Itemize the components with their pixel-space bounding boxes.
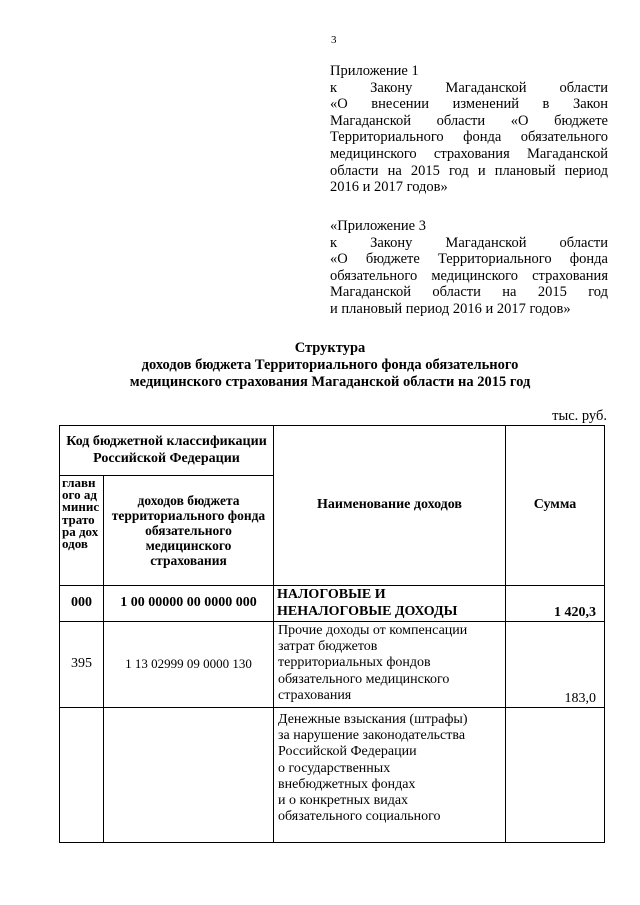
income-code-cell — [104, 708, 274, 843]
admin-code-cell — [60, 708, 104, 843]
appendix-3-block — [330, 218, 608, 318]
admin-code-cell: 000 — [60, 586, 104, 622]
appendix-1-line: к Закону Магаданской области — [330, 79, 608, 96]
appendix-3-line: Магаданской области на 2015 год — [330, 284, 608, 301]
income-name-line: Денежные взыскания (штрафы) — [278, 712, 468, 727]
income-name-line: Российской Федерации — [278, 744, 417, 760]
income-name-line: страхования — [278, 687, 352, 703]
income-name-line: Прочие доходы от компенсации — [278, 623, 468, 638]
header-income-name: Наименование доходов — [274, 426, 506, 586]
appendix-1-line: медицинского страхования Магаданской — [330, 145, 608, 162]
title-line: доходов бюджета Территориального фонда обязательного — [141, 357, 519, 373]
sum-cell: 183,0 — [506, 622, 605, 708]
income-name-line: обязательного социального — [278, 809, 441, 825]
income-name-line: территориальных фондов — [278, 655, 431, 671]
table-row — [60, 586, 605, 622]
appendix-3-line: обязательного медицинского страхования — [330, 267, 608, 284]
income-name-line: внебюджетных фондах — [278, 776, 416, 792]
income-name-line: обязательного медицинского — [278, 671, 450, 687]
appendix-3-line: к Закону Магаданской области — [330, 234, 608, 251]
document-title — [60, 340, 600, 391]
income-name-line: затрат бюджетов — [278, 639, 378, 655]
appendix-1-line: 2016 и 2017 годов» — [330, 179, 448, 196]
income-code-cell: 1 00 00000 00 0000 000 — [104, 586, 274, 622]
appendix-1-heading: Приложение 1 — [330, 63, 419, 79]
table-row — [60, 708, 605, 843]
appendix-3-line: «О бюджете Территориального фонда — [330, 251, 608, 268]
income-code-cell: 1 13 02999 09 0000 130 — [104, 622, 274, 708]
title-line: медицинского страхования Магаданской области на 2015 год — [129, 374, 531, 390]
appendix-1-line: Территориального фонда обязательного — [330, 129, 608, 146]
income-table — [59, 425, 605, 843]
header-code-group: Код бюджетной классификации Российской Федерации — [60, 426, 274, 476]
income-name-line: о государственных — [278, 760, 391, 776]
income-name-cell: НАЛОГОВЫЕ И НЕНАЛОГОВЫЕ ДОХОДЫ — [274, 586, 506, 622]
income-name-line: за нарушение законодательства — [278, 728, 466, 744]
sum-cell — [506, 708, 605, 843]
appendix-1-line: «О внесении изменений в Закон — [330, 96, 608, 113]
admin-code-cell: 395 — [60, 622, 104, 708]
header-sum: Сумма — [506, 426, 605, 586]
appendix-1-block — [330, 63, 608, 196]
income-name-cell — [274, 708, 506, 843]
page-number: 3 — [331, 34, 337, 46]
appendix-1-line: Магаданской области «О бюджете — [330, 112, 608, 129]
appendix-3-heading: «Приложение 3 — [330, 218, 426, 234]
title-line: Структура — [294, 340, 366, 356]
sum-cell: 1 420,3 — [506, 586, 605, 622]
income-name-cell — [274, 622, 506, 708]
table-row — [60, 622, 605, 708]
header-admin-code: главного администратора доходов — [60, 476, 104, 586]
income-name-line: и о конкретных видах — [278, 793, 409, 809]
header-income-code: доходов бюджета территориального фонда обязательного медицинского страхования — [104, 476, 274, 586]
appendix-1-line: области на 2015 год и плановый период — [330, 162, 608, 179]
appendix-3-line: и плановый период 2016 и 2017 годов» — [330, 300, 571, 317]
unit-label: тыс. руб. — [552, 408, 607, 424]
